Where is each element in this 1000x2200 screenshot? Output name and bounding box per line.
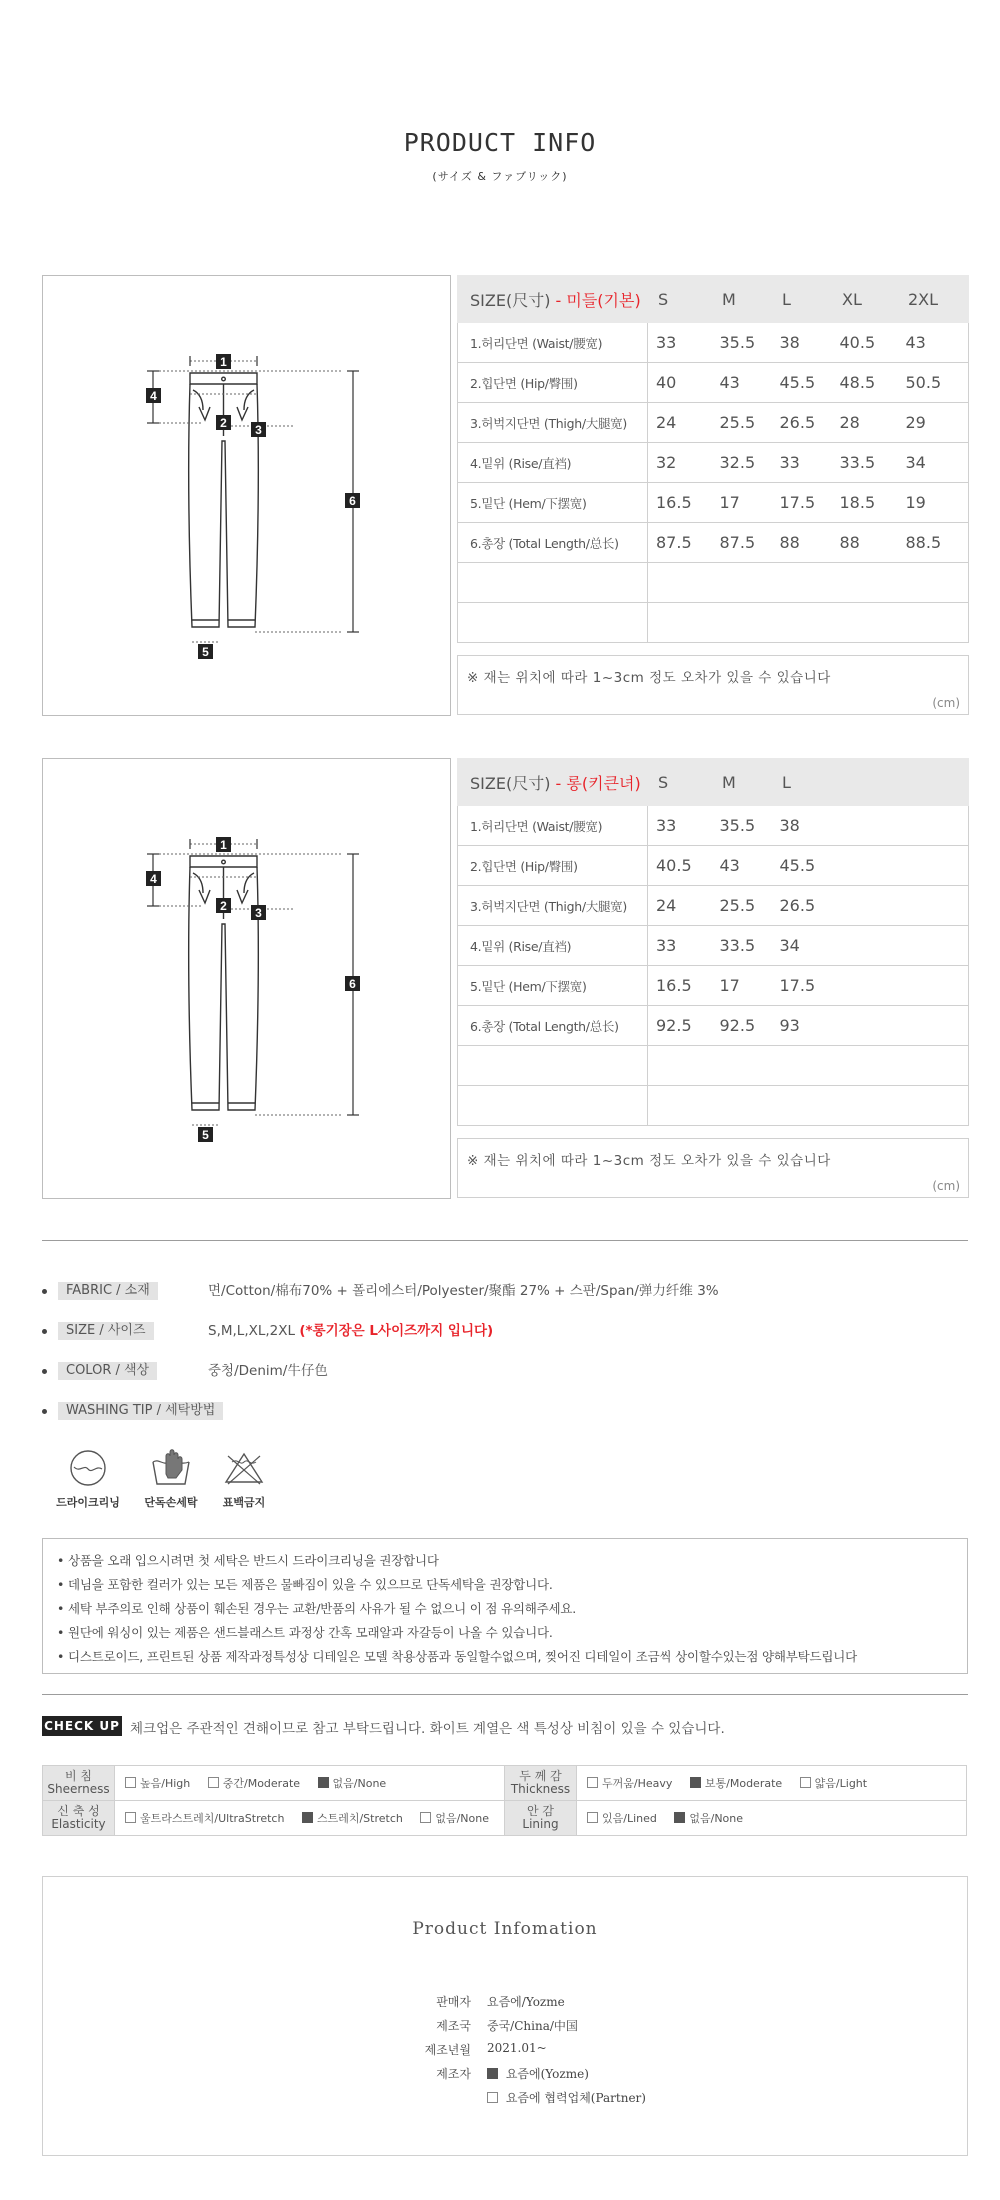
dry-clean-icon [67, 1448, 109, 1488]
measure-value: 38 [772, 806, 969, 846]
option[interactable]: 없음/None [674, 1812, 743, 1825]
measure-value: 93 [772, 1006, 969, 1046]
measure-value: 32.5 [712, 443, 772, 483]
measure-label: 5.밑단 (Hem/下摆宽) [458, 483, 648, 523]
option[interactable]: 있음/Lined [587, 1812, 657, 1825]
table-row [458, 806, 969, 846]
measure-value: 87.5 [712, 523, 772, 563]
hand-wash-icon [149, 1448, 193, 1488]
wash-label: 드라이크리닝 [56, 1496, 120, 1509]
measure-label: 3.허벅지단면 (Thigh/大腿宽) [458, 403, 648, 443]
size-col-header: L [772, 759, 969, 806]
spec-label: WASHING TIP / 세탁방법 [58, 1402, 223, 1420]
measure-value: 17 [712, 966, 772, 1006]
measure-value: 40 [648, 363, 712, 403]
wash-item-dry-clean [48, 1448, 128, 1510]
measure-value: 16.5 [648, 483, 712, 523]
bullet [42, 1409, 47, 1414]
checkup-badge: CHECK UP [42, 1716, 122, 1736]
marker-3-label: 3 [255, 423, 262, 437]
marker-6-label: 6 [349, 977, 356, 991]
measure-label: 6.총장 (Total Length/总长) [458, 523, 648, 563]
measure-value: 29 [898, 403, 969, 443]
size-table-header [458, 759, 969, 806]
size-note: (*롱기장은 L사이즈까지 입니다) [299, 1323, 494, 1339]
marker-3-label: 3 [255, 906, 262, 920]
measure-value: 33.5 [832, 443, 898, 483]
option[interactable]: 두꺼움/Heavy [587, 1777, 672, 1790]
size-col-header: S [648, 276, 712, 323]
size-col-header: M [712, 276, 772, 323]
table-row [458, 323, 969, 363]
marker-5-label: 5 [202, 645, 209, 659]
option[interactable]: 중간/Moderate [208, 1777, 300, 1790]
measure-value: 88 [772, 523, 832, 563]
size-col-header: S [648, 759, 712, 806]
spec-label: SIZE / 사이즈 [58, 1322, 154, 1340]
checkbox-checked[interactable] [674, 1812, 685, 1823]
measure-value: 88.5 [898, 523, 969, 563]
table-row [458, 363, 969, 403]
wash-label: 표백금지 [222, 1496, 266, 1509]
marker-5-label: 5 [202, 1128, 209, 1142]
measure-value: 87.5 [648, 523, 712, 563]
checkbox-checked[interactable] [302, 1812, 313, 1823]
attr-key-thickness: 두 께 감 Thickness [505, 1766, 577, 1801]
spec-label: COLOR / 색상 [58, 1362, 157, 1380]
product-info-title: Product Infomation [412, 1919, 598, 1939]
section-divider [42, 1240, 968, 1241]
measure-value: 25.5 [712, 403, 772, 443]
table-row [458, 886, 969, 926]
table-row [458, 926, 969, 966]
info-key: 판매자 [436, 1995, 471, 2009]
measure-label: 2.힙단면 (Hip/臀围) [458, 846, 648, 886]
measure-value: 33 [648, 926, 712, 966]
measure-value: 38 [772, 323, 832, 363]
size-table-middle [457, 275, 969, 643]
measure-value: 35.5 [712, 806, 772, 846]
measure-value: 88 [832, 523, 898, 563]
bullet [42, 1289, 47, 1294]
measure-value: 33.5 [712, 926, 772, 966]
table-row [458, 523, 969, 563]
measure-value: 17.5 [772, 966, 969, 1006]
measure-label: 3.허벅지단면 (Thigh/大腿宽) [458, 886, 648, 926]
attr-options-lining [577, 1801, 967, 1836]
marker-1-label: 1 [220, 838, 227, 852]
size-col-header: 2XL [898, 276, 969, 323]
measure-label: 4.밑위 (Rise/直裆) [458, 926, 648, 966]
marker-4-label: 4 [150, 872, 157, 886]
fabric-attributes [42, 1765, 967, 1836]
table-row [458, 1006, 969, 1046]
measure-label: 4.밑위 (Rise/直裆) [458, 443, 648, 483]
size-table-long [457, 758, 969, 1126]
measure-value: 18.5 [832, 483, 898, 523]
checkbox[interactable] [587, 1777, 598, 1788]
pants-measurement-illustration-long [43, 759, 450, 1198]
table-row-empty [458, 603, 969, 643]
checkbox[interactable] [487, 2092, 498, 2103]
table-row-empty [458, 1046, 969, 1086]
option[interactable]: 보통/Moderate [690, 1777, 782, 1790]
table-row [43, 1801, 967, 1836]
measure-value: 43 [898, 323, 969, 363]
checkbox[interactable] [800, 1777, 811, 1788]
spec-value: 중청/Denim/牛仔色 [208, 1363, 328, 1379]
measure-value: 17 [712, 483, 772, 523]
spec-value: 면/Cotton/棉布70% + 폴리에스터/Polyester/聚酯 27% + 스판/Span/弹力纤维 3% [208, 1283, 719, 1299]
pants-diagram-long [42, 758, 451, 1199]
measure-value: 19 [898, 483, 969, 523]
list-item: • 데님을 포함한 컬러가 있는 모든 제품은 물빠짐이 있을 수 있으므로 단독세탁을 권장합니다. [57, 1577, 553, 1592]
measurement-note-box [457, 655, 969, 715]
pants-diagram [42, 275, 451, 716]
measurement-note-box [457, 1138, 969, 1198]
size-header-label: SIZE(尺寸) - 미들(기본) [458, 276, 648, 323]
wash-label: 단독손세탁 [144, 1496, 198, 1509]
measure-value: 33 [772, 443, 832, 483]
table-row [458, 846, 969, 886]
checkbox-checked[interactable] [318, 1777, 329, 1788]
marker-2-label: 2 [220, 899, 227, 913]
spec-label: FABRIC / 소재 [58, 1282, 158, 1300]
attr-options-elasticity [115, 1801, 505, 1836]
unit-label: (cm) [932, 1179, 960, 1193]
marker-1-label: 1 [220, 355, 227, 369]
info-value: 요즘에 협력업체(Partner) [487, 2089, 646, 2106]
measure-value: 43 [712, 363, 772, 403]
info-key: 제조국 [436, 2019, 471, 2033]
measure-value: 28 [832, 403, 898, 443]
info-value: 중국/China/中国 [487, 2019, 578, 2033]
marker-2-label: 2 [220, 416, 227, 430]
no-bleach-icon [222, 1448, 266, 1488]
checkup-text: 체크업은 주관적인 견해이므로 참고 부탁드립니다. 화이트 계열은 색 특성상 비침이 있을 수 있습니다. [130, 1721, 725, 1737]
measure-value: 34 [898, 443, 969, 483]
list-item: • 상품을 오래 입으시려면 첫 세탁은 반드시 드라이크리닝을 권장합니다 [57, 1553, 439, 1568]
table-row [458, 483, 969, 523]
info-value: 2021.01~ [487, 2041, 547, 2055]
measurement-note: ※ 재는 위치에 따라 1~3cm 정도 오차가 있을 수 있습니다 [467, 670, 831, 686]
unit-label: (cm) [932, 696, 960, 710]
measure-value: 40.5 [832, 323, 898, 363]
spec-value: S,M,L,XL,2XL (*롱기장은 L사이즈까지 입니다) [208, 1323, 494, 1339]
measurement-note: ※ 재는 위치에 따라 1~3cm 정도 오차가 있을 수 있습니다 [467, 1153, 831, 1169]
option[interactable]: 없음/None [318, 1777, 387, 1790]
list-item: • 세탁 부주의로 인해 상품이 훼손된 경우는 교환/반품의 사유가 될 수 없으니 이 점 유의해주세요. [57, 1601, 577, 1616]
measure-value: 24 [648, 886, 712, 926]
info-value: 요즘에(Yozme) [487, 2065, 589, 2082]
measure-value: 92.5 [712, 1006, 772, 1046]
measure-label: 2.힙단면 (Hip/臀围) [458, 363, 648, 403]
wash-item-hand-wash [131, 1448, 211, 1510]
measure-label: 6.총장 (Total Length/总长) [458, 1006, 648, 1046]
table-row-empty [458, 563, 969, 603]
bullet [42, 1329, 47, 1334]
measure-label: 1.허리단면 (Waist/腰宽) [458, 323, 648, 363]
measure-value: 16.5 [648, 966, 712, 1006]
option[interactable]: 높음/High [125, 1777, 190, 1790]
info-key: 제조자 [436, 2067, 471, 2081]
table-row [458, 966, 969, 1006]
measure-value: 45.5 [772, 363, 832, 403]
measure-value: 24 [648, 403, 712, 443]
option[interactable]: 스트레치/Stretch [302, 1812, 403, 1825]
list-item: • 디스트로이드, 프린트된 상품 제작과정특성상 디테일은 모델 착용상품과 동일할수없으며, 찢어진 디테일이 조금씩 상이할수있는점 양해부탁드립니다 [57, 1649, 858, 1664]
wash-item-no-bleach [204, 1448, 284, 1510]
table-row [43, 1766, 967, 1801]
measure-value: 32 [648, 443, 712, 483]
measure-value: 34 [772, 926, 969, 966]
table-row [458, 403, 969, 443]
measure-label: 5.밑단 (Hem/下摆宽) [458, 966, 648, 1006]
size-col-header: XL [832, 276, 898, 323]
section-divider [42, 1694, 968, 1695]
measure-value: 43 [712, 846, 772, 886]
measure-value: 26.5 [772, 403, 832, 443]
bullet [42, 1369, 47, 1374]
care-notes [42, 1538, 968, 1674]
option[interactable]: 없음/None [420, 1812, 489, 1825]
measure-label: 1.허리단면 (Waist/腰宽) [458, 806, 648, 846]
measure-value: 33 [648, 806, 712, 846]
checkbox-checked[interactable] [487, 2068, 498, 2079]
checkbox[interactable] [420, 1812, 431, 1823]
attr-options-sheerness [115, 1766, 505, 1801]
page-title: PRODUCT INFO [403, 128, 597, 157]
attr-key-elasticity: 신 축 성 Elasticity [43, 1801, 115, 1836]
measure-value: 45.5 [772, 846, 969, 886]
checkbox-checked[interactable] [690, 1777, 701, 1788]
measure-value: 25.5 [712, 886, 772, 926]
size-table-header [458, 276, 969, 323]
marker-4-label: 4 [150, 389, 157, 403]
measure-value: 35.5 [712, 323, 772, 363]
measure-value: 40.5 [648, 846, 712, 886]
measure-value: 33 [648, 323, 712, 363]
measure-value: 50.5 [898, 363, 969, 403]
checkbox[interactable] [125, 1777, 136, 1788]
size-header-label: SIZE(尺寸) - 롱(키큰녀) [458, 759, 648, 806]
attr-key-sheerness: 비 침 Sheerness [43, 1766, 115, 1801]
pants-measurement-illustration [43, 276, 450, 715]
option[interactable]: 울트라스트레치/UltraStretch [125, 1812, 284, 1825]
info-value: 요즘에/Yozme [487, 1995, 565, 2009]
size-col-header: L [772, 276, 832, 323]
info-key: 제조년월 [424, 2043, 471, 2057]
measure-value: 48.5 [832, 363, 898, 403]
attr-key-lining: 안 감 Lining [505, 1801, 577, 1836]
option[interactable]: 얇음/Light [800, 1777, 867, 1790]
marker-6-label: 6 [349, 494, 356, 508]
checkbox[interactable] [125, 1812, 136, 1823]
list-item: • 원단에 워싱이 있는 제품은 샌드블래스트 과정상 간혹 모래알과 자갈등이 나올 수 있습니다. [57, 1625, 553, 1640]
measure-value: 92.5 [648, 1006, 712, 1046]
checkbox[interactable] [208, 1777, 219, 1788]
product-information [42, 1876, 968, 2156]
size-col-header: M [712, 759, 772, 806]
table-row [458, 443, 969, 483]
table-row-empty [458, 1086, 969, 1126]
checkbox[interactable] [587, 1812, 598, 1823]
measure-value: 26.5 [772, 886, 969, 926]
attr-options-thickness [577, 1766, 967, 1801]
page-subtitle: (サイズ & ファブリック) [432, 170, 568, 183]
measure-value: 17.5 [772, 483, 832, 523]
